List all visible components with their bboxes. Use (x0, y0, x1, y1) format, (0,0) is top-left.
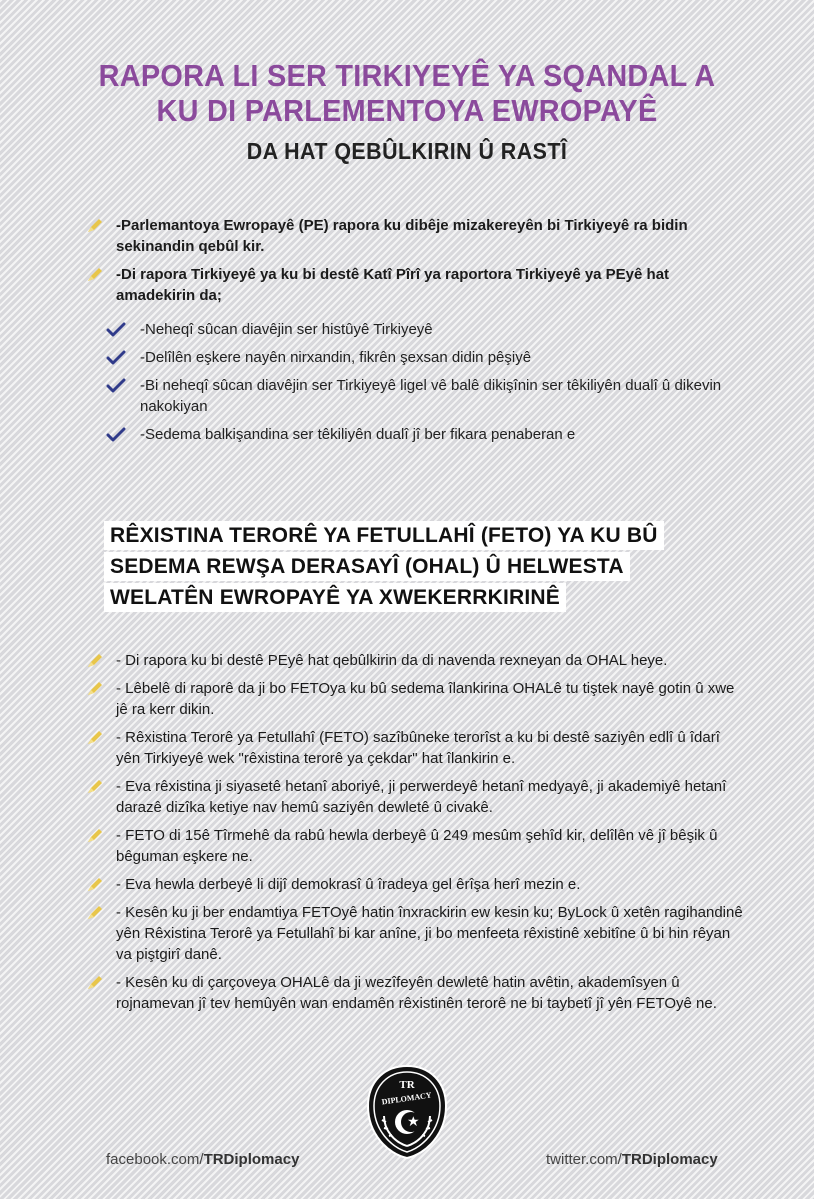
section-item-text: - Di rapora ku bi destê PEyê hat qebûlkirin da di navenda rexneyan da OHAL heye. (116, 652, 668, 669)
section-item (0, 972, 814, 1014)
pencil-icon (86, 651, 104, 669)
title-line-2: KU DI PARLEMENTOYA EWROPAYÊ (156, 93, 658, 128)
check-item (0, 424, 814, 445)
pencil-icon (86, 875, 104, 893)
intro-item (0, 264, 814, 306)
intro-list (0, 215, 814, 313)
section-item-text: - Lêbelê di raporê da ji bo FETOya ku bû sedema îlankirina OHALê tu tiştek nayê gotin û xwe jê ra kerr dikin. (116, 680, 735, 718)
facebook-prefix: facebook.com/ (106, 1151, 204, 1168)
checkmark-icon (106, 426, 126, 444)
title-line-1: RAPORA LI SER TIRKIYEYÊ YA SQANDAL A (98, 58, 716, 93)
section-item (0, 776, 814, 818)
twitter-handle: TRDiplomacy (621, 1151, 718, 1168)
page-title (28, 58, 785, 128)
pencil-icon (86, 903, 104, 921)
section-title (104, 521, 664, 614)
pencil-icon (86, 216, 104, 234)
header (0, 58, 814, 164)
tr-diplomacy-logo (366, 1064, 448, 1160)
section-item (0, 902, 814, 965)
section-title-line: RÊXISTINA TERORÊ YA FETULLAHÎ (FETO) YA KU BÛ (104, 521, 664, 550)
section-list (0, 650, 814, 1021)
check-item (0, 319, 814, 340)
check-item (0, 375, 814, 417)
section-item (0, 650, 814, 671)
pencil-icon (86, 728, 104, 746)
pencil-icon (86, 265, 104, 283)
check-item-text: -Delîlên eşkere nayên nirxandin, fikrên şexsan didin pêşiyê (140, 349, 532, 366)
intro-item-text: -Di rapora Tirkiyeyê ya ku bi destê Katî Pîrî ya raportora Tirkiyeyê ya PEyê hat amadekirin da; (116, 266, 670, 304)
check-item-text: -Sedema balkişandina ser têkiliyên dualî jî ber fikara penaberan e (140, 426, 576, 443)
facebook-link[interactable] (106, 1151, 299, 1168)
facebook-handle: TRDiplomacy (203, 1151, 300, 1168)
check-list (0, 319, 814, 452)
pencil-icon (86, 777, 104, 795)
checkmark-icon (106, 321, 126, 339)
section-item-text: - Kesên ku ji ber endamtiya FETOyê hatin înxrackirin ew kesin ku; ByLock û xetên ragihandinê yên Rêxistina Terorê ya Fetullahî bi kar anîne, ji bo menfeeta rêxistinê xebitîne û bi hin rêyan va piştgirî danê. (116, 904, 743, 963)
logo-text-diplomacy: DIPLOMACY (381, 1090, 433, 1107)
checkmark-icon (106, 349, 126, 367)
intro-item (0, 215, 814, 257)
checkmark-icon (106, 377, 126, 395)
page-subtitle: DA HAT QEBÛLKIRIN Û RASTÎ (246, 138, 568, 164)
pencil-icon (86, 679, 104, 697)
pencil-icon (86, 973, 104, 991)
pencil-icon (86, 826, 104, 844)
section-item (0, 874, 814, 895)
check-item-text: -Neheqî sûcan diavêjin ser histûyê Tirkiyeyê (140, 321, 433, 338)
section-item-text: - Eva rêxistina ji siyasetê hetanî aboriyê, ji perwerdeyê hetanî medyayê, ji akademiyê hetanî darazê dizîka ketiye nav hemû saziyên dewletê û civakê. (116, 778, 727, 816)
section-item (0, 825, 814, 867)
twitter-prefix: twitter.com/ (546, 1151, 622, 1168)
check-item-text: -Bi neheqî sûcan diavêjin ser Tirkiyeyê ligel vê balê dikişînin ser têkiliyên dualî û dikevin nakokiyan (140, 377, 722, 415)
section-item-text: - FETO di 15ê Tîrmehê da rabû hewla derbeyê û 249 mesûm şehîd kir, delîlên vê jî bêşik û bêguman eşkere ne. (116, 827, 718, 865)
twitter-link[interactable] (546, 1151, 718, 1168)
logo-text-tr: TR (399, 1079, 415, 1091)
section-item-text: - Rêxistina Terorê ya Fetullahî (FETO) sazîbûneke terorîst a ku bi destê saziyên edlî û îdarî yên Tirkiyeyê wek "rêxistina terorê ya çekdar" hat îlankirin e. (116, 729, 720, 767)
section-item (0, 727, 814, 769)
check-item (0, 347, 814, 368)
section-title-line: WELATÊN EWROPAYÊ YA XWEKERRKIRINÊ (104, 583, 566, 612)
section-item-text: - Kesên ku di çarçoveya OHALê da ji wezîfeyên dewletê hatin avêtin, akademîsyen û rojnamevan jî tev hemûyên wan endamên rêxistinên terorê ne bi taybetî jî yên FETOyê ne. (116, 974, 717, 1012)
section-item-text: - Eva hewla derbeyê li dijî demokrasî û îradeya gel êrîşa herî mezin e. (116, 876, 581, 893)
section-title-line: SEDEMA REWŞA DERASAYÎ (OHAL) Û HELWESTA (104, 552, 630, 581)
intro-item-text: -Parlemantoya Ewropayê (PE) rapora ku dibêje mizakereyên bi Tirkiyeyê ra bidin sekinandin qebûl kir. (116, 217, 688, 255)
section-item (0, 678, 814, 720)
